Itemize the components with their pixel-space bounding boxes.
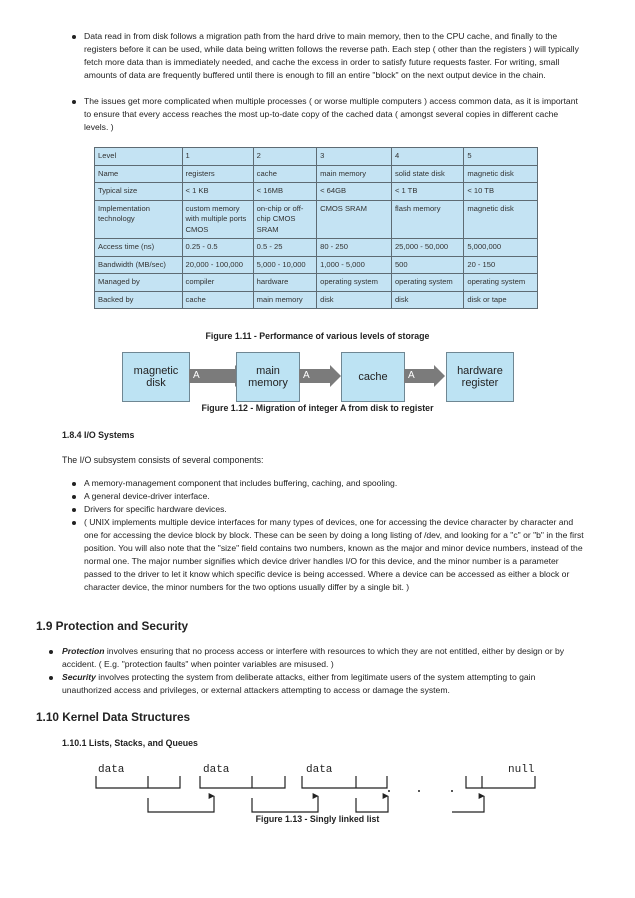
- table-cell: 20,000 - 100,000: [182, 256, 253, 274]
- list-node: [466, 776, 535, 788]
- list-item: ( UNIX implements multiple device interfaces for many types of devices, one for accessing the device character by character and one for accessing the device block by block. These can be seen by doing a long listing of /dev, and looking for a "c" or "b" in the first position. You will also note that the "size" field contains two numbers, known as the major and minor device numbers, instead of the normal one. The major number signifies which device driver handles I/O for this device, and the minor number is a parameter passed to the driver to let it know which specific device is being accessed. Where a device can be accessed as either a block or character device, the minor numbers for the two options usually differ by a single bit. ): [84, 517, 584, 592]
- pointer-arrow: [356, 796, 388, 812]
- row-header-cell: Typical size: [95, 183, 183, 201]
- list-item: [62, 671, 584, 697]
- table-cell: operating system: [464, 274, 538, 292]
- list-node: [302, 776, 387, 788]
- table-cell: 5,000,000: [464, 239, 538, 257]
- table-cell: custom memory with multiple ports CMOS: [182, 200, 253, 239]
- row-header-cell: Level: [95, 148, 183, 166]
- table-cell: flash memory: [391, 200, 463, 239]
- table-cell: magnetic disk: [464, 165, 538, 183]
- table-cell: 2: [253, 148, 316, 166]
- list-node: [200, 776, 285, 788]
- table-row: [95, 274, 538, 292]
- table-cell: operating system: [391, 274, 463, 292]
- row-header-cell: Name: [95, 165, 183, 183]
- table-cell: on-chip or off-chip CMOS SRAM: [253, 200, 316, 239]
- arrow-icon: A: [299, 369, 330, 383]
- table-cell: 5,000 - 10,000: [253, 256, 316, 274]
- table-cell: 0.5 - 25: [253, 239, 316, 257]
- table-cell: main memory: [253, 291, 316, 309]
- list-item: The issues get more complicated when multiple processes ( or worse multiple computers ) access common data, as it is important to ensure that every access reaches the most up-to-date copy of the cached data ( amongst several copies in different cache levels. ): [84, 95, 584, 134]
- list-item: Drivers for specific hardware devices.: [84, 503, 584, 516]
- node-label: null: [508, 764, 535, 776]
- node-label: data: [203, 764, 230, 776]
- term-text: involves ensuring that no process access or interfere with resources to which they are not entitled, either by design or by accident. ( E.g. "protection faults" when pointer variables are misused. ): [62, 646, 565, 669]
- table-cell: < 1 KB: [182, 183, 253, 201]
- table-cell: < 10 TB: [464, 183, 538, 201]
- table-cell: 5: [464, 148, 538, 166]
- term: Security: [62, 672, 96, 682]
- section-heading: 1.9 Protection and Security: [36, 619, 189, 633]
- table-cell: 80 - 250: [317, 239, 392, 257]
- table-cell: disk: [391, 291, 463, 309]
- table-cell: 0.25 - 0.5: [182, 239, 253, 257]
- ellipsis-dots: [388, 790, 453, 792]
- table-cell: 25,000 - 50,000: [391, 239, 463, 257]
- pointer-arrow: [148, 796, 214, 812]
- table-row: [95, 148, 538, 166]
- section-heading: 1.10 Kernel Data Structures: [36, 710, 191, 724]
- row-header-cell: Access time (ns): [95, 239, 183, 257]
- row-header-cell: Bandwidth (MB/sec): [95, 256, 183, 274]
- figure-caption: Figure 1.11 - Performance of various levels of storage: [205, 331, 430, 341]
- figure-caption: Figure 1.12 - Migration of integer A from disk to register: [201, 403, 434, 413]
- row-header-cell: Implementation technology: [95, 200, 183, 239]
- pointer-arrow: [452, 796, 484, 812]
- table-cell: disk or tape: [464, 291, 538, 309]
- table-cell: main memory: [317, 165, 392, 183]
- table-cell: operating system: [317, 274, 392, 292]
- table-cell: < 16MB: [253, 183, 316, 201]
- table-cell: disk: [317, 291, 392, 309]
- pointer-arrow: [252, 796, 318, 812]
- storage-performance-table: [94, 147, 538, 309]
- table-row: [95, 256, 538, 274]
- node-label: data: [306, 764, 333, 776]
- table-cell: 1: [182, 148, 253, 166]
- row-header-cell: Backed by: [95, 291, 183, 309]
- table-cell: hardware: [253, 274, 316, 292]
- table-cell: compiler: [182, 274, 253, 292]
- table-cell: 4: [391, 148, 463, 166]
- list-item: Data read in from disk follows a migration path from the hard drive to main memory, then to the CPU cache, and finally to the registers before it can be used, while data being written follows the reverse path. Each step ( other than the registers ) will typically fetch more data than is immediately needed, and cache the excess in order to satisfy future requests faster. For writing, small amounts of data are frequently buffered until there is enough to fill an entire "block" on the next output device in the chain.: [84, 30, 584, 82]
- table-cell: CMOS SRAM: [317, 200, 392, 239]
- table-row: [95, 183, 538, 201]
- term-text: involves protecting the system from deliberate attacks, either from legitimate users of the system attempting to gain unauthorized access and privileges, or external attackers attempting to access or damage the system.: [62, 672, 536, 695]
- paragraph: The I/O subsystem consists of several components:: [62, 455, 264, 465]
- figure-caption: Figure 1.13 - Singly linked list: [255, 814, 380, 824]
- section-heading: 1.8.4 I/O Systems: [62, 430, 135, 440]
- table-cell: magnetic disk: [464, 200, 538, 239]
- list-item: A memory-management component that includes buffering, caching, and spooling.: [84, 477, 584, 490]
- table-row: [95, 165, 538, 183]
- list-item: [62, 645, 584, 671]
- list-node: [96, 776, 180, 788]
- table-cell: 500: [391, 256, 463, 274]
- diagram-box: magnetic disk: [122, 352, 190, 402]
- migration-diagram: [120, 352, 520, 402]
- diagram-box: cache: [341, 352, 405, 402]
- table-row: [95, 200, 538, 239]
- table-cell: 20 - 150: [464, 256, 538, 274]
- table-cell: cache: [253, 165, 316, 183]
- diagram-box: hardware register: [446, 352, 514, 402]
- table-cell: cache: [182, 291, 253, 309]
- list-item: A general device-driver interface.: [84, 490, 584, 503]
- subsection-heading: 1.10.1 Lists, Stacks, and Queues: [62, 738, 198, 748]
- table-cell: solid state disk: [391, 165, 463, 183]
- table-cell: < 1 TB: [391, 183, 463, 201]
- table-cell: 1,000 - 5,000: [317, 256, 392, 274]
- row-header-cell: Managed by: [95, 274, 183, 292]
- term: Protection: [62, 646, 105, 656]
- arrow-icon: A: [189, 369, 235, 383]
- arrow-icon: A: [404, 369, 434, 383]
- table-cell: 3: [317, 148, 392, 166]
- table-cell: registers: [182, 165, 253, 183]
- table-cell: < 64GB: [317, 183, 392, 201]
- table-row: [95, 239, 538, 257]
- node-label: data: [98, 764, 125, 776]
- diagram-box: main memory: [236, 352, 300, 402]
- table-row: [95, 291, 538, 309]
